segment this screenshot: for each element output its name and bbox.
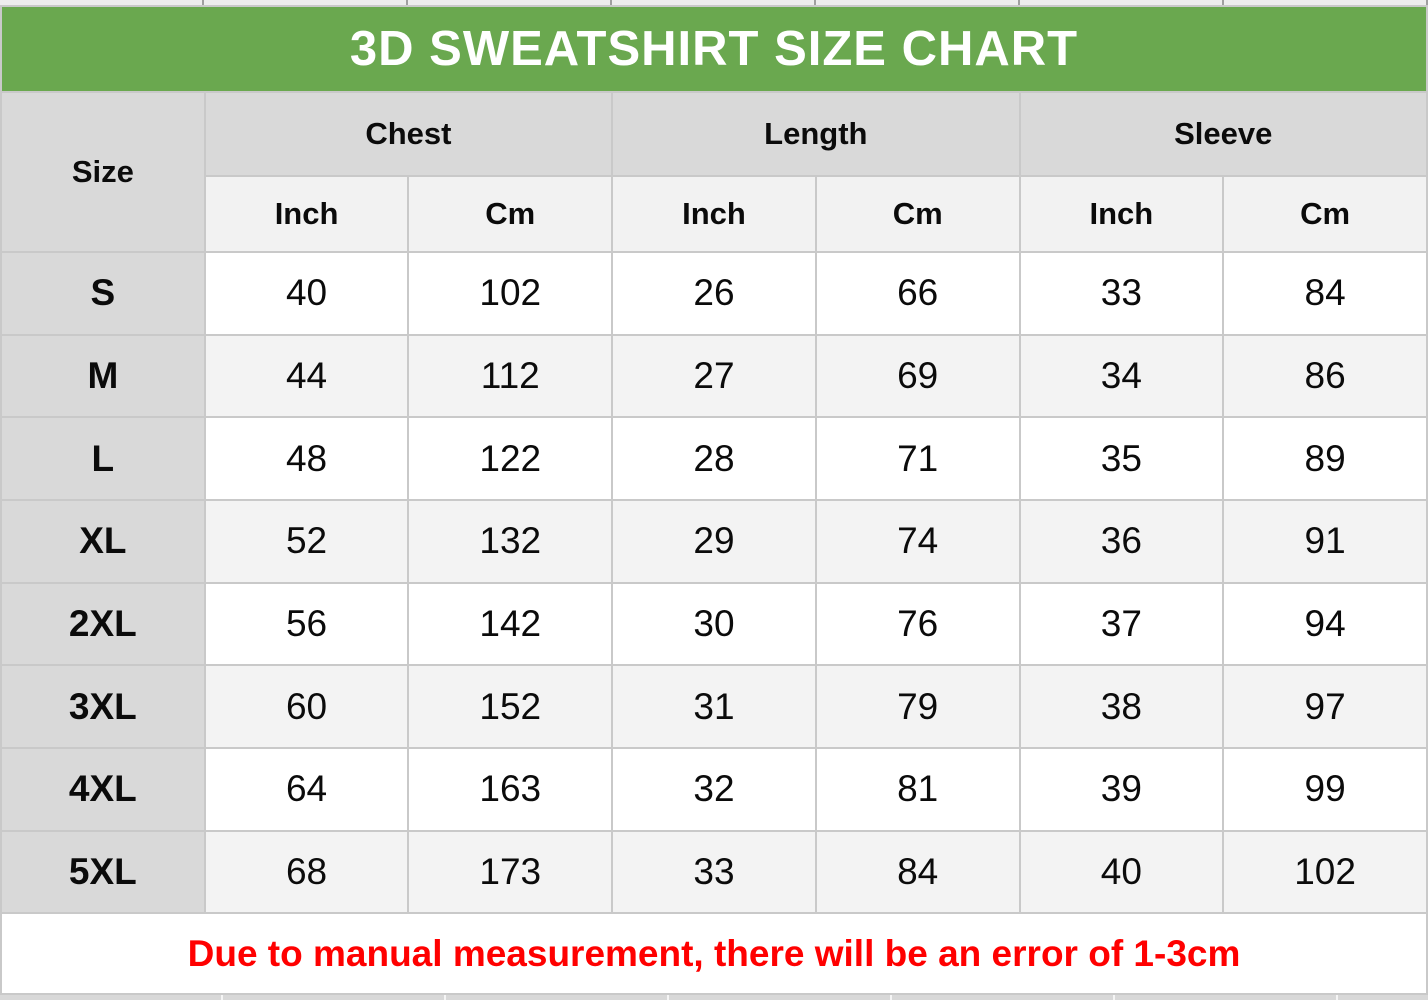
table-cell: 74 (816, 500, 1020, 583)
table-cell: 30 (612, 583, 816, 666)
size-row-label: 3XL (1, 665, 205, 748)
size-row-label: 4XL (1, 748, 205, 831)
table-cell: 37 (1020, 583, 1224, 666)
table-cell: 26 (612, 252, 816, 335)
table-cell: 52 (205, 500, 409, 583)
table-cell: 81 (816, 748, 1020, 831)
group-header-row (1, 92, 1427, 177)
table-cell: 64 (205, 748, 409, 831)
table-cell: 68 (205, 831, 409, 914)
table-cell: 29 (612, 500, 816, 583)
size-row-label: S (1, 252, 205, 335)
table-row-5xl (1, 831, 1427, 914)
size-row-label: L (1, 417, 205, 500)
table-cell: 94 (1223, 583, 1427, 666)
table-cell: 173 (408, 831, 612, 914)
table-cell: 48 (205, 417, 409, 500)
table-row-l (1, 417, 1427, 500)
table-cell: 86 (1223, 335, 1427, 418)
table-cell: 76 (816, 583, 1020, 666)
table-cell: 132 (408, 500, 612, 583)
size-row-label: 2XL (1, 583, 205, 666)
page-title: 3D SWEATSHIRT SIZE CHART (1, 6, 1427, 92)
table-cell: 97 (1223, 665, 1427, 748)
table-cell: 35 (1020, 417, 1224, 500)
table-cell: 66 (816, 252, 1020, 335)
table-row-2xl (1, 583, 1427, 666)
group-header-chest: Chest (205, 92, 612, 177)
table-cell: 33 (612, 831, 816, 914)
size-row-label: 5XL (1, 831, 205, 914)
table-cell: 40 (205, 252, 409, 335)
table-cell: 71 (816, 417, 1020, 500)
unit-header-length-cm: Cm (816, 176, 1020, 252)
table-cell: 99 (1223, 748, 1427, 831)
table-cell: 60 (205, 665, 409, 748)
table-cell: 44 (205, 335, 409, 418)
bottom-cropped-cells-strip (0, 995, 1428, 1000)
size-chart-table (0, 5, 1428, 995)
title-row (1, 6, 1427, 92)
table-cell: 79 (816, 665, 1020, 748)
table-row-3xl (1, 665, 1427, 748)
table-cell: 38 (1020, 665, 1224, 748)
table-cell: 69 (816, 335, 1020, 418)
table-cell: 36 (1020, 500, 1224, 583)
table-cell: 31 (612, 665, 816, 748)
table-cell: 28 (612, 417, 816, 500)
table-cell: 56 (205, 583, 409, 666)
table-row-xl (1, 500, 1427, 583)
table-cell: 39 (1020, 748, 1224, 831)
table-row-m (1, 335, 1427, 418)
table-cell: 142 (408, 583, 612, 666)
table-cell: 163 (408, 748, 612, 831)
unit-header-chest-cm: Cm (408, 176, 612, 252)
unit-header-sleeve-cm: Cm (1223, 176, 1427, 252)
table-cell: 40 (1020, 831, 1224, 914)
unit-header-chest-inch: Inch (205, 176, 409, 252)
footer-row (1, 913, 1427, 994)
table-cell: 91 (1223, 500, 1427, 583)
group-header-sleeve: Sleeve (1020, 92, 1427, 177)
table-row-4xl (1, 748, 1427, 831)
table-cell: 32 (612, 748, 816, 831)
measurement-disclaimer: Due to manual measurement, there will be an error of 1-3cm (1, 913, 1427, 994)
unit-header-sleeve-inch: Inch (1020, 176, 1224, 252)
table-cell: 84 (1223, 252, 1427, 335)
group-header-length: Length (612, 92, 1019, 177)
unit-header-length-inch: Inch (612, 176, 816, 252)
size-row-label: XL (1, 500, 205, 583)
table-cell: 33 (1020, 252, 1224, 335)
size-column-header: Size (1, 92, 205, 252)
table-cell: 84 (816, 831, 1020, 914)
table-cell: 152 (408, 665, 612, 748)
table-cell: 27 (612, 335, 816, 418)
table-cell: 34 (1020, 335, 1224, 418)
table-row-s (1, 252, 1427, 335)
table-cell: 89 (1223, 417, 1427, 500)
table-cell: 102 (1223, 831, 1427, 914)
table-cell: 112 (408, 335, 612, 418)
unit-header-row (1, 176, 1427, 252)
table-cell: 122 (408, 417, 612, 500)
size-row-label: M (1, 335, 205, 418)
table-cell: 102 (408, 252, 612, 335)
